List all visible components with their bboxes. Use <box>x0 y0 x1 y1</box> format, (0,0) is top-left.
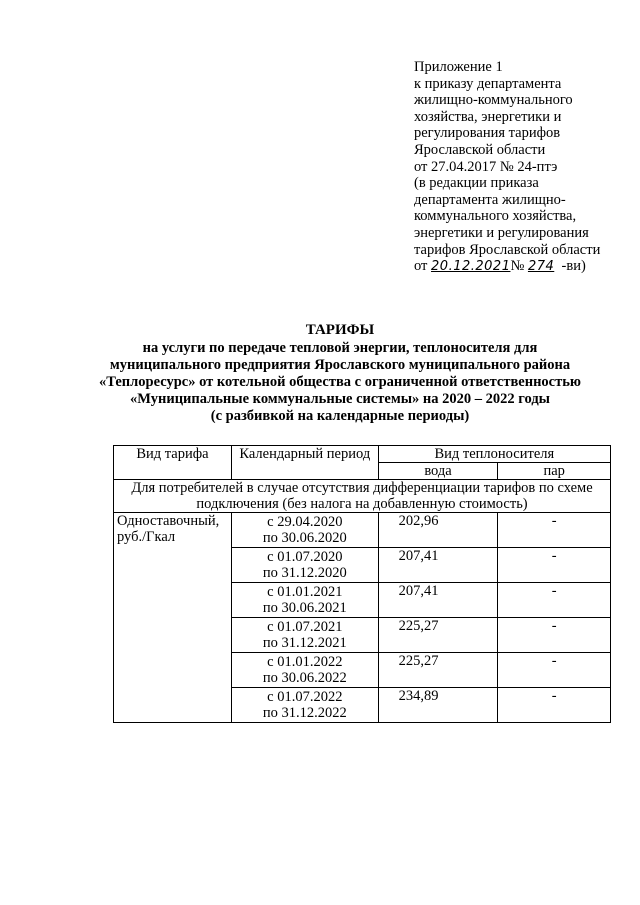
period-from: с 29.04.2020 <box>267 514 343 530</box>
period-to: по 30.06.2020 <box>262 530 347 546</box>
number-sign: № <box>510 258 525 275</box>
title-line: «Муниципальные коммунальные системы» на 2020 – 2022 годы <box>129 391 551 407</box>
period-cell <box>231 583 378 618</box>
appendix-line: тарифов Ярославской области <box>414 241 601 258</box>
header-carrier: Вид теплоносителя <box>378 446 610 463</box>
steam-value: - <box>498 688 611 723</box>
period-cell <box>231 548 378 583</box>
appendix-line: энергетики и регулирования <box>414 224 589 241</box>
water-value: 202,96 <box>378 513 498 548</box>
water-value: 225,27 <box>378 653 498 688</box>
appendix-line: коммунального хозяйства, <box>414 208 577 225</box>
handwritten-date: 20.12.2021 <box>431 259 511 275</box>
table-row <box>114 513 611 548</box>
appendix-line: Ярославской области <box>414 141 546 158</box>
tariff-table <box>113 445 611 723</box>
header-period: Календарный период <box>231 446 378 480</box>
appendix-line: департамента жилищно- <box>414 191 566 208</box>
appendix-line: Приложение 1 <box>414 59 503 75</box>
appendix-line: к приказу департамента <box>414 75 562 92</box>
steam-value: - <box>498 548 611 583</box>
handwritten-number: 274 <box>527 259 555 275</box>
period-from: с 01.07.2022 <box>267 689 343 705</box>
appendix-line: (в редакции приказа <box>414 175 539 192</box>
period-cell <box>231 618 378 653</box>
header-tariff: Вид тарифа <box>114 446 232 480</box>
title-line: «Теплоресурс» от котельной общества с ограниченной ответственностью <box>99 374 581 390</box>
appendix-suffix: -ви) <box>561 258 586 275</box>
title-line: муниципального предприятия Ярославского муниципального района <box>109 357 571 373</box>
water-value: 207,41 <box>378 583 498 618</box>
period-cell <box>231 688 378 723</box>
appendix-line: хозяйства, энергетики и <box>414 108 562 125</box>
steam-value: - <box>498 618 611 653</box>
title-line: (с разбивкой на календарные периоды) <box>210 408 470 424</box>
header-water: вода <box>378 463 498 480</box>
section-row <box>114 480 611 513</box>
appendix-block <box>414 59 634 276</box>
period-from: с 01.07.2021 <box>267 619 343 635</box>
section-label: Для потребителей в случае отсутствия дифференциации тарифов по схеме подключения (без налога на добавленную стоимость) <box>114 480 611 513</box>
table-header-row <box>114 446 611 463</box>
period-to: по 31.12.2022 <box>262 705 347 721</box>
period-to: по 30.06.2021 <box>262 600 347 616</box>
steam-value: - <box>498 583 611 618</box>
period-cell <box>231 653 378 688</box>
document-title: ТАРИФЫ <box>305 322 375 338</box>
steam-value: - <box>498 513 611 548</box>
period-to: по 30.06.2022 <box>262 670 347 686</box>
appendix-prefix: от <box>414 258 428 275</box>
title-line: на услуги по передаче тепловой энергии, теплоносителя для <box>142 340 538 356</box>
appendix-last-line <box>414 258 634 276</box>
appendix-line: жилищно-коммунального <box>414 92 573 109</box>
appendix-line: от 27.04.2017 № 24-птэ <box>414 158 558 175</box>
period-from: с 01.07.2020 <box>267 549 343 565</box>
header-steam: пар <box>498 463 611 480</box>
steam-value: - <box>498 653 611 688</box>
period-to: по 31.12.2021 <box>262 635 347 651</box>
period-from: с 01.01.2021 <box>267 584 343 600</box>
tariff-type: Одноставочный, руб./Гкал <box>114 513 232 723</box>
document-title-block <box>80 322 600 425</box>
water-value: 207,41 <box>378 548 498 583</box>
appendix-line: регулирования тарифов <box>414 125 561 142</box>
period-from: с 01.01.2022 <box>267 654 343 670</box>
period-cell <box>231 513 378 548</box>
water-value: 225,27 <box>378 618 498 653</box>
period-to: по 31.12.2020 <box>262 565 347 581</box>
water-value: 234,89 <box>378 688 498 723</box>
